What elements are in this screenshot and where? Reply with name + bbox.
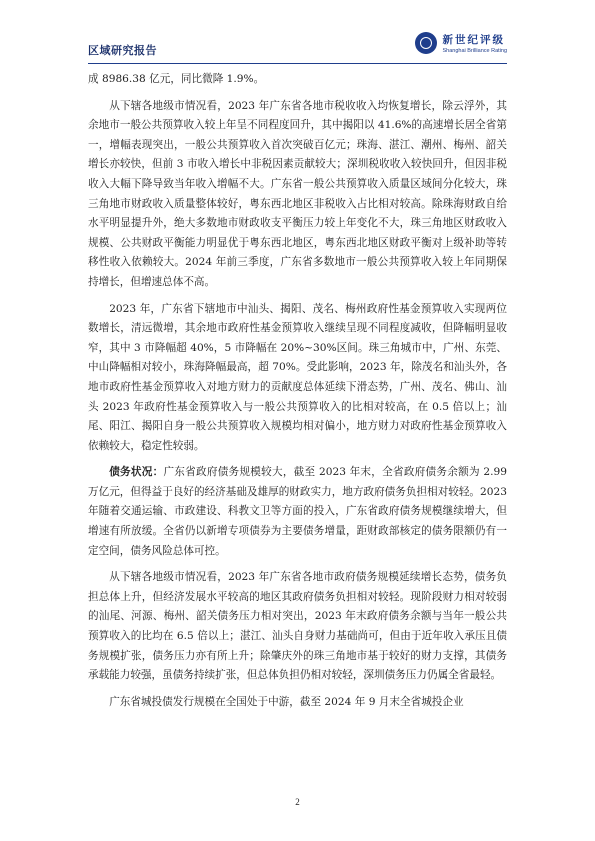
report-category-title: 区域研究报告	[88, 44, 157, 57]
page-header	[88, 28, 507, 62]
logo-en-name: Shanghai Brilliance Rating	[442, 48, 507, 54]
paragraph-continued: 成 8986.38 亿元，同比微降 1.9%。	[88, 73, 265, 85]
document-body	[88, 70, 507, 719]
paragraph-city-revenue: 从下辖各地级市情况看，2023 年广东省各地市税收收入均恢复增长，除云浮外，其余地市一般公共预算收入较上年呈不同程度回升，其中揭阳以 41.6%的高速增长居全省第一，增幅表现突出，一般公共预算收入首次突破百亿元；珠海、湛江、潮州、梅州、韶关增长亦较快，但前 3 市收入增长中非税因素贡献较大；深圳税收收入较快回升，但因非税收入大幅下降导致当年收入增幅不大。广东省一般公共预算收入质量区域间分化较大，珠三角地市财政收入质量整体较好，粤东西北地区非税收入占比相对较高。除珠海财政自给水平明显提升外，绝大多数地市财政收支平衡压力较上年变化不大，珠三角地区财政收入规模、公共财政平衡能力明显优于粤东西北地区，粤东西北地区财政平衡对上级补助等转移性收入依赖较大。2024 年前三季度，广东省多数地市一般公共预算收入较上年同期保持增长，但增速总体不高。	[88, 99, 507, 288]
logo-text	[442, 32, 507, 54]
paragraph-government-fund: 2023 年，广东省下辖地市中汕头、揭阳、茂名、梅州政府性基金预算收入实现两位数增长，清远微增，其余地市政府性基金预算收入继续呈现不同程度减收，但降幅明显收窄，其中 3 市降幅超 40%，5 市降幅在 20%~30%区间。珠三角城市中，广州、东莞、中山降幅相对较小，珠海降幅最高，超 70%。受此影响，2023 年，除茂名和汕头外，各地市政府性基金预算收入对地方财力的贡献度总体延续下滑态势，广州、茂名、佛山、汕头 2023 年政府性基金预算收入与一般公共预算收入的比相对较高，在 0.5 倍以上；汕尾、阳江、揭阳自身一般公共预算收入规模均相对偏小，地方财力对政府性基金预算收入依赖较大，稳定性较弱。	[88, 302, 507, 452]
logo-cn-name: 新世纪评级	[442, 34, 505, 46]
paragraph-city-debt: 从下辖各地级市情况看，2023 年广东省各地市政府债务规模延续增长态势，债务负担总体上升，但经济发展水平较高的地区其政府债务负担相对较轻。现阶段财力相对较弱的汕尾、河源、梅州、韶关债务压力相对突出，2023 年末政府债务余额与当年一般公共预算收入的比均在 6.5 倍以上；湛江、汕头自身财力基础尚可，但由于近年收入承压且债务规模扩张，债务压力亦有所上升；除肇庆外的珠三角地市基于较好的财力支撑，其债务承载能力较强，虽债务持续扩张，但总体负担仍相对较轻，深圳债务压力仍属全省最轻。	[88, 571, 507, 682]
paragraph-debt-status	[88, 463, 507, 561]
page-number: 2	[295, 797, 300, 807]
debt-status-heading: 债务状况：	[109, 466, 164, 479]
header-divider	[88, 63, 507, 64]
brilliance-logo-icon	[415, 32, 437, 54]
debt-status-text: 广东省政府债务规模较大，截至 2023 年末，全省政府债务余额为 2.99 万亿元，但得益于良好的经济基础及雄厚的财政实力，地方政府债务负担相对较轻。2023 年随着交通运输、市政建设、科教文卫等方面的投入，广东省政府债务规模继续增大，但增速有所放缓。全省仍以新增专项债券为主要债务增量，距财政部核定的债务限额仍有一定空间，债务风险总体可控。	[88, 466, 508, 557]
brand-logo	[415, 28, 507, 58]
paragraph-urban-investment: 广东省城投债发行规模在全国处于中游，截至 2024 年 9 月末全省城投企业	[109, 695, 464, 708]
